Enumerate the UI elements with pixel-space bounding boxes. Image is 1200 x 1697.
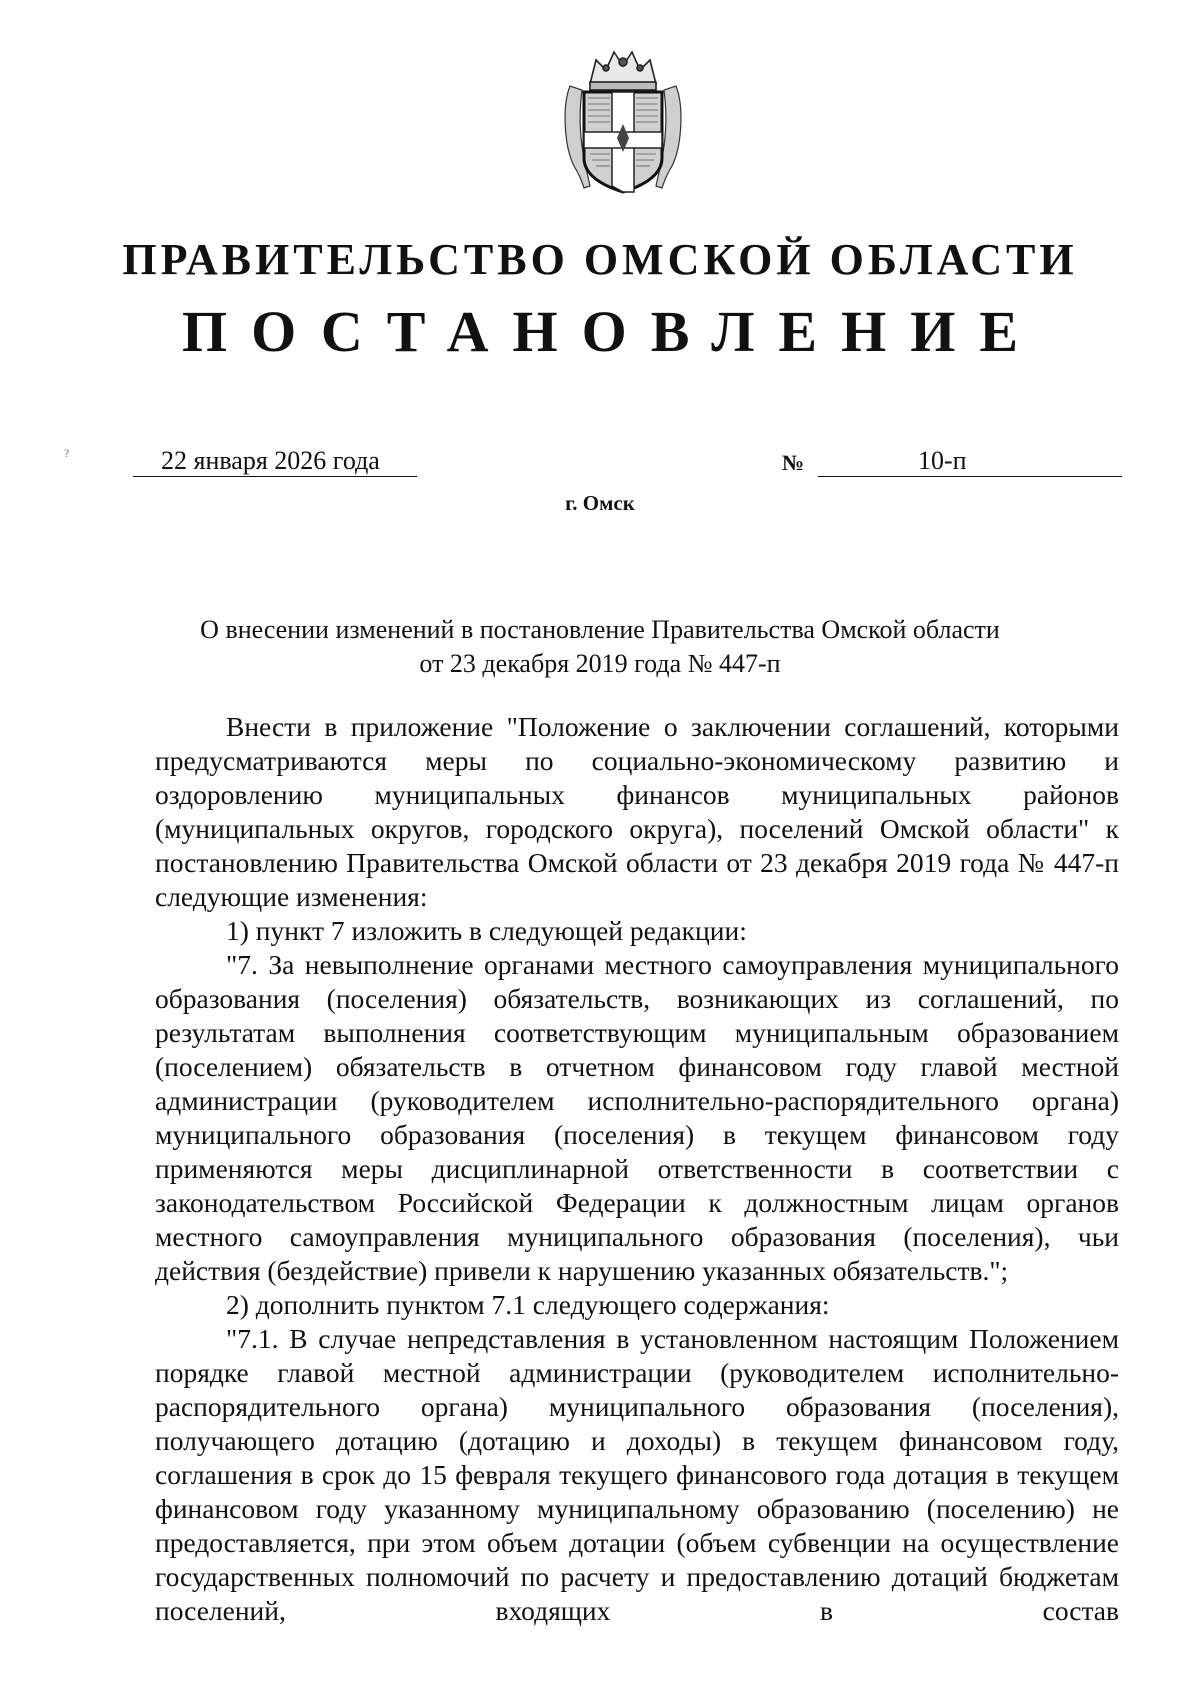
city: г. Омск <box>565 491 635 515</box>
body-paragraph: 1) пункт 7 изложить в следующей редакции: <box>226 915 747 946</box>
number-label: № <box>782 450 805 475</box>
document-type: ПОСТАНОВЛЕНИЕ <box>181 299 1043 364</box>
document-number: 10-п <box>818 446 1122 477</box>
document-date: 22 января 2026 года <box>133 446 417 477</box>
body-paragraph: Внести в приложение "Положение о заключении соглашений, которыми предусматриваются меры по социально-экономическому развитию и оздоровлению муниципальных финансов муниципальных районов (муниципальных округов, городского округа), поселений Омской области" к постановлению Правительства Омской области от 23 декабря 2019 года № 447-п следующие изменения: <box>155 711 1119 912</box>
subject-line: О внесении изменений в постановление Правительства Омской области <box>200 615 1000 644</box>
document-subject <box>120 613 1080 681</box>
body-paragraph: 2) дополнить пунктом 7.1 следующего содержания: <box>226 1289 830 1320</box>
document-body <box>155 710 1119 1628</box>
body-paragraph: "7. За невыполнение органами местного самоуправления муниципального образования (поселения) обязательств, возникающих из соглашений, по результатам выполнения соответствующим муниципальным образованием (поселением) обязательств в отчетном финансовом году главой местной администрации (руководителем исполнительно-распорядительного органа) муниципального образования (поселения) в текущем финансовом году применяются меры дисциплинарной ответственности в соответствии с законодательством Российской Федерации к должностным лицам органов местного самоуправления муниципального образования (поселения), чьи действия (бездействие) привели к нарушению указанных обязательств."; <box>155 949 1119 1286</box>
body-paragraph: "7.1. В случае непредставления в установленном настоящим Положением порядке главой местной администрации (руководителем исполнительно-распорядительного органа) муниципального образования (поселения), получающего дотацию (дотацию и доходы) в текущем финансовом году, соглашения в срок до 15 февраля текущего финансового года дотация в текущем финансовом году указанному муниципальному образованию (поселению) не предоставляется, при этом объем дотации (объем субвенции на осуществление государственных полномочий по расчету и предоставлению дотаций бюджетам поселений, входящих в состав <box>155 1323 1119 1626</box>
scan-mark: ? <box>64 446 70 460</box>
omsk-coat-of-arms-icon <box>560 46 686 194</box>
organization-title: ПРАВИТЕЛЬСТВО ОМСКОЙ ОБЛАСТИ <box>122 235 1078 284</box>
subject-line: от 23 декабря 2019 года № 447-п <box>419 649 781 678</box>
